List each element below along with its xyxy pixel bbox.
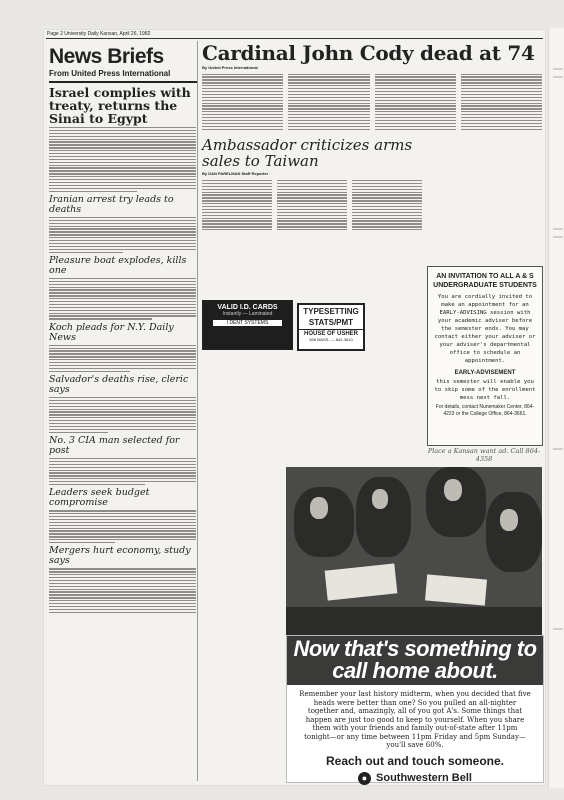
notice-contact: For details, contact Nunemaker Center, 864-4223 or the College Office, 864-3661.: [435, 404, 535, 417]
brief-headline: Pleasure boat explodes, kills one: [49, 254, 187, 276]
taiwan-story: [202, 137, 422, 232]
valid-id-shop: I DENT SYSTEMS: [213, 320, 282, 326]
brief-body-text: [49, 217, 196, 253]
lead-body-col3: [375, 72, 456, 131]
bell-logo-icon: ●: [358, 772, 371, 785]
brief-headline: No. 3 CIA man selected for post: [49, 434, 180, 456]
taiwan-body-col3: [352, 178, 422, 232]
taiwan-byline: By DAN PARELMAN Staff Reporter: [202, 171, 269, 177]
brief-headline: Mergers hurt economy, study says: [49, 545, 191, 567]
brief-body-text: [49, 458, 196, 485]
bell-company: [287, 772, 543, 785]
brief-headline: Koch pleads for N.Y. Daily News: [49, 321, 174, 343]
brief-headline: Leaders seek budget compromise: [49, 487, 150, 509]
typesetting-line1: TYPESETTING: [303, 307, 359, 316]
lead-body-col1: [202, 72, 283, 131]
brief-body-text: [49, 568, 196, 613]
news-briefs-subtitle: From United Press International: [49, 69, 197, 83]
brief-budget: [49, 488, 196, 543]
lead-byline: By United Press International: [202, 65, 258, 70]
taiwan-columns: [202, 178, 422, 232]
brief-body-text: [49, 510, 196, 543]
bell-tagline: Reach out and touch someone.: [325, 753, 505, 768]
notice-heading: AN INVITATION TO ALL A & S UNDERGRADUATE STUDENTS: [433, 273, 537, 289]
valid-id-ad: [202, 300, 293, 350]
notice-bold: EARLY-ADVISEMENT: [454, 370, 516, 376]
southwestern-bell-ad: [286, 635, 544, 783]
typesetting-line2: STATS/PMT: [308, 318, 354, 327]
taiwan-body-col2: [277, 178, 347, 232]
brief-body-text: [49, 278, 196, 320]
adjacent-page-edge: [548, 28, 564, 788]
brief-mergers: [49, 546, 196, 613]
students-photo: [286, 467, 542, 635]
lead-body-col2: [288, 72, 369, 131]
brief-koch: [49, 323, 196, 372]
brief-body-text: [49, 345, 196, 372]
bell-company-name: Southwestern Bell: [376, 772, 472, 784]
lead-headline: Cardinal John Cody dead at 74: [202, 41, 535, 65]
typesetting-line3: HOUSE OF USHER: [299, 329, 363, 337]
brief-headline: Iranian arrest try leads to deaths: [49, 193, 174, 215]
brief-headline: Salvador's deaths rise, cleric says: [49, 373, 189, 395]
brief-boat: [49, 256, 196, 320]
brief-headline: Israel complies with treaty, returns the Sinai to Egypt: [49, 85, 191, 126]
typesetting-ad: [297, 303, 365, 351]
notice-body2: this semester will enable you to skip some of the enrollment mess next fall.: [434, 379, 536, 401]
top-rule: [46, 38, 543, 39]
news-briefs-title: News Briefs: [49, 45, 164, 68]
page-folio: Page 2 University Daily Kansan, April 26, 1982: [47, 31, 151, 37]
notice-body: You are cordially invited to make an appointment for an EARLY-ADVISING session with your academic adviser before the semester ends. You may contact either your adviser or your adviser's departmental office to schedule an appointment.: [434, 294, 536, 364]
brief-iranian: [49, 195, 196, 253]
main-news-area: [202, 41, 542, 784]
taiwan-body-col1: [202, 178, 272, 232]
newspaper-page: [44, 30, 545, 785]
brief-body-text: [49, 397, 196, 433]
lead-story-columns: [202, 72, 542, 131]
lead-body-col4: [461, 72, 542, 131]
taiwan-headline: Ambassador criticizes arms sales to Taiwan: [202, 136, 413, 171]
bell-headline: Now that's something to call home about.: [287, 636, 543, 685]
brief-salvador: [49, 375, 196, 433]
valid-id-line: Instantly — Laminated: [222, 311, 273, 317]
brief-cia: [49, 436, 196, 485]
bell-body: Remember your last history midterm, when you decided that five heads were better than one? So you pulled an all-nighter together and, amazingly, all of you got A's. Some things that happen are just too good to keep to yourself. When you share them with your friends and family out-of-state after 11pm tonight—or any time between 11pm Friday and 5pm Sunday—you'll save 60%.: [299, 690, 531, 749]
valid-id-title: VALID I.D. CARDS: [217, 304, 278, 311]
brief-body-text: [49, 127, 196, 192]
advising-notice-ad: [427, 266, 543, 446]
typesetting-phone: 838 MASS. — 842-3610: [309, 337, 353, 342]
news-briefs-column: [47, 41, 198, 781]
brief-israel: [49, 86, 196, 192]
classified-line: Place a Kansan want ad. Call 864-4358: [427, 447, 541, 463]
